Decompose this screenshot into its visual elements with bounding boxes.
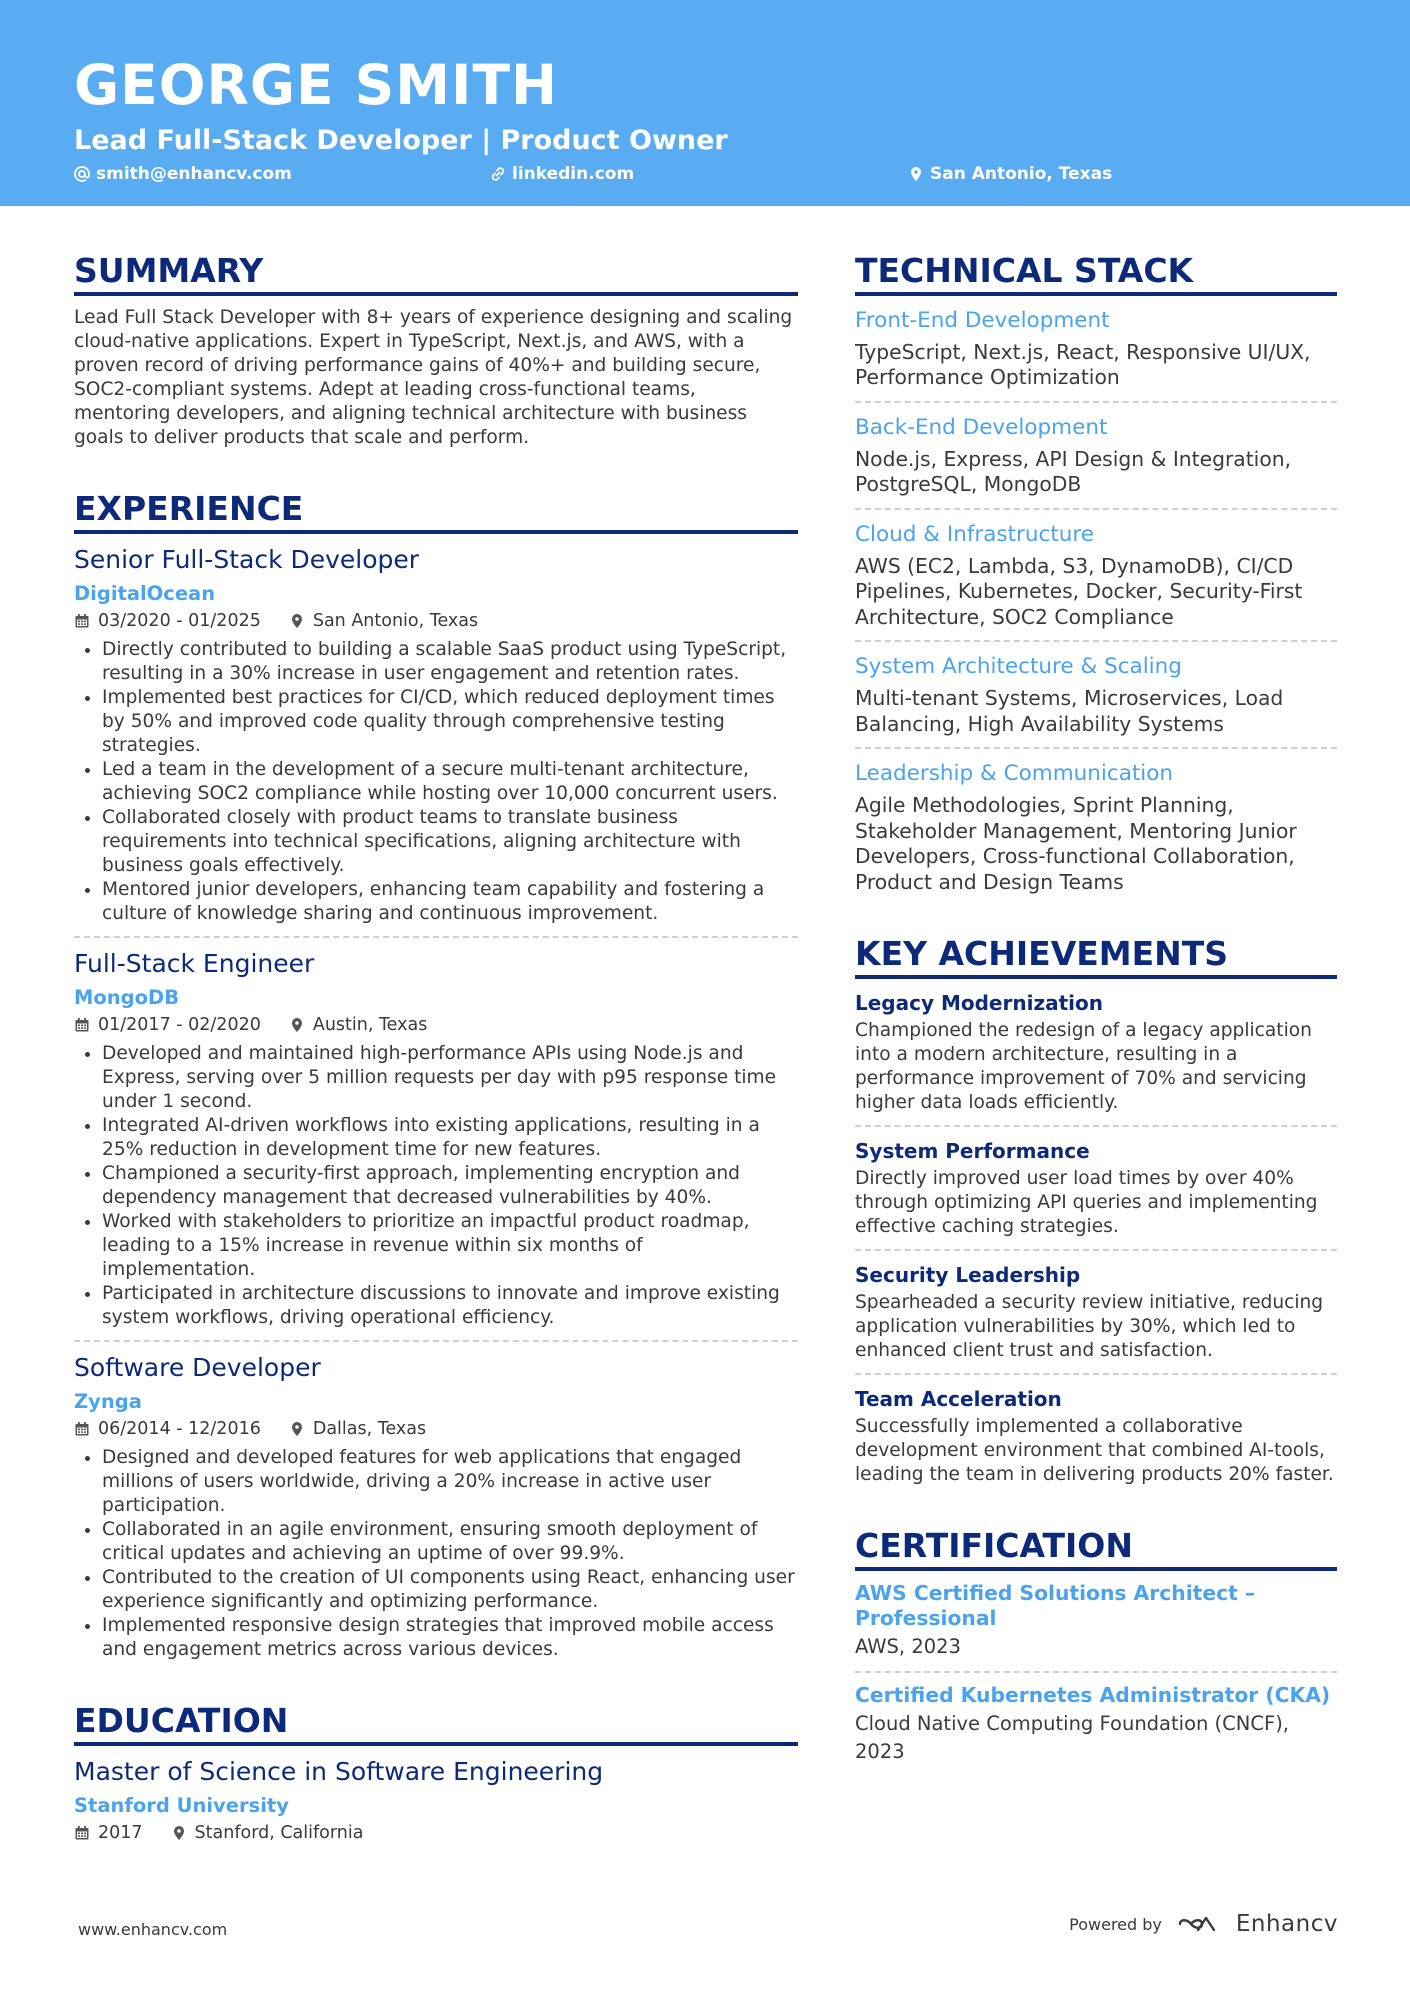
job-bullet: • Collaborated in an agile environment, ensuring smooth deployment of critical updates and achieving an uptime of over 99.9%.	[102, 1518, 798, 1566]
job-bullet: • Mentored junior developers, enhancing team capability and fostering a culture of knowledge sharing and continuous improvement.	[102, 878, 798, 926]
job-bullet: • Developed and maintained high-performance APIs using Node.js and Express, serving over 5 million requests per day with p95 response time under 1 second.	[102, 1042, 798, 1114]
stack-values: AWS (EC2, Lambda, S3, DynamoDB), CI/CD Pipelines, Kubernetes, Docker, Security-First Architecture, SOC2 Compliance	[855, 553, 1303, 629]
cert-name: Certified Kubernetes Administrator (CKA)	[855, 1683, 1331, 1708]
job-bullet: • Championed a security-first approach, implementing encryption and dependency management that decreased vulnerabilities by 40%.	[102, 1162, 798, 1210]
education-year: 2017	[98, 1822, 143, 1843]
job-title: Software Developer	[74, 1352, 321, 1382]
job-company: Zynga	[74, 1389, 142, 1413]
experience-section	[74, 490, 798, 1662]
candidate-title: Lead Full-Stack Developer | Product Owner	[74, 125, 728, 156]
divider	[855, 1125, 1337, 1127]
job-location: Austin, Texas	[312, 1014, 428, 1035]
job-title: Senior Full-Stack Developer	[74, 544, 420, 574]
achievements-heading: KEY ACHIEVEMENTS	[855, 935, 1337, 979]
stack-heading: TECHNICAL STACK	[855, 252, 1337, 296]
calendar-icon	[74, 1421, 90, 1437]
resume-header	[0, 0, 1410, 206]
job-bullet: • Designed and developed features for web applications that engaged millions of users worldwide, driving a 20% increase in active user participation.	[102, 1446, 798, 1518]
email-contact[interactable]	[74, 164, 292, 184]
job-bullet: • Collaborated closely with product teams to translate business requirements into technical specifications, aligning architecture with business goals effectively.	[102, 806, 798, 878]
job-bullet: • Contributed to the creation of UI components using React, enhancing user experience significantly and optimizing performance.	[102, 1566, 798, 1614]
job-title: Full-Stack Engineer	[74, 948, 315, 978]
cert-name: AWS Certified Solutions Architect – Professional	[855, 1581, 1256, 1631]
enhancv-brand: Enhancv	[1235, 1911, 1338, 1937]
location-text: San Antonio, Texas	[930, 164, 1113, 184]
map-pin-icon	[289, 613, 305, 629]
stack-values: Agile Methodologies, Sprint Planning, Stakeholder Management, Mentoring Junior Developers, Cross-functional Collaboration, Product and Design Teams	[855, 793, 1297, 894]
divider	[855, 1671, 1337, 1673]
calendar-icon	[74, 613, 90, 629]
job-bullet: • Integrated AI-driven workflows into existing applications, resulting in a 25% reduction in development time for new features.	[102, 1114, 798, 1162]
job-dates: 01/2017 - 02/2020	[98, 1014, 261, 1035]
divider	[855, 508, 1337, 510]
job-bullet: • Directly contributed to building a scalable SaaS product using TypeScript, resulting in a 30% increase in user engagement and retention rates.	[102, 638, 798, 686]
divider	[855, 401, 1337, 403]
achievement-title: Team Acceleration	[855, 1387, 1062, 1412]
cert-issuer: Cloud Native Computing Foundation (CNCF), 2023	[855, 1712, 1290, 1764]
email-text: smith@enhancv.com	[96, 164, 292, 184]
education-meta	[74, 1820, 798, 1846]
stack-category: System Architecture & Scaling	[855, 654, 1182, 680]
divider	[855, 640, 1337, 642]
job-entry	[74, 1352, 798, 1662]
job-company: DigitalOcean	[74, 581, 216, 605]
left-column	[74, 252, 798, 1846]
degree-title: Master of Science in Software Engineering	[74, 1756, 604, 1786]
job-bullet: • Participated in architecture discussions to innovate and improve existing system workflows, driving operational efficiency.	[102, 1282, 798, 1330]
cert-issuer: AWS, 2023	[855, 1635, 961, 1659]
stack-section	[855, 252, 1337, 895]
experience-heading: EXPERIENCE	[74, 490, 798, 534]
job-location: Dallas, Texas	[312, 1418, 427, 1439]
job-bullets	[74, 1446, 798, 1662]
education-location: Stanford, California	[194, 1822, 364, 1843]
achievements-section	[855, 935, 1337, 1487]
stack-category: Cloud & Infrastructure	[855, 521, 1094, 547]
location-contact	[908, 164, 1112, 184]
stack-values: TypeScript, Next.js, React, Responsive UI/UX, Performance Optimization	[855, 339, 1311, 390]
job-dates: 03/2020 - 01/2025	[98, 610, 261, 631]
summary-heading: SUMMARY	[74, 252, 798, 296]
map-pin-icon	[171, 1825, 187, 1841]
map-pin-icon	[289, 1017, 305, 1033]
job-bullets	[74, 1042, 798, 1330]
link-icon	[490, 166, 506, 182]
job-entry	[74, 544, 798, 926]
certification-section	[855, 1527, 1337, 1766]
achievement-title: Security Leadership	[855, 1263, 1081, 1288]
achievement-title: Legacy Modernization	[855, 991, 1103, 1016]
job-bullet: • Implemented best practices for CI/CD, which reduced deployment times by 50% and improved code quality through comprehensive testing strategies.	[102, 686, 798, 758]
stack-values: Multi-tenant Systems, Microservices, Load Balancing, High Availability Systems	[855, 686, 1284, 736]
stack-category: Back-End Development	[855, 414, 1108, 440]
divider	[74, 936, 798, 938]
footer-powered	[1069, 1911, 1338, 1937]
education-section	[74, 1702, 798, 1846]
job-bullet: • Implemented responsive design strategies that improved mobile access and engagement metrics across various devices.	[102, 1614, 798, 1662]
linkedin-text: linkedin.com	[512, 164, 635, 184]
divider	[74, 1340, 798, 1342]
certification-heading: CERTIFICATION	[855, 1527, 1337, 1571]
calendar-icon	[74, 1825, 90, 1841]
summary-section	[74, 252, 798, 450]
school-name: Stanford University	[74, 1793, 289, 1817]
at-icon	[74, 166, 90, 182]
job-meta	[74, 1012, 798, 1038]
achievement-desc: Directly improved user load times by over 40% through optimizing API queries and implementing effective caching strategies.	[855, 1168, 1318, 1238]
job-entry	[74, 948, 798, 1330]
divider	[855, 747, 1337, 749]
map-pin-icon	[289, 1421, 305, 1437]
map-pin-icon	[908, 166, 924, 182]
right-column	[855, 252, 1337, 1766]
stack-category: Leadership & Communication	[855, 761, 1174, 787]
achievement-desc: Successfully implemented a collaborative development environment that combined AI-tools, leading the team in delivering products 20% faster.	[855, 1416, 1334, 1486]
achievement-desc: Spearheaded a security review initiative, reducing application vulnerabilities by 30%, which led to enhanced client trust and satisfaction.	[855, 1292, 1324, 1362]
divider	[855, 1373, 1337, 1375]
job-meta	[74, 608, 798, 634]
job-bullets	[74, 638, 798, 926]
education-heading: EDUCATION	[74, 1702, 798, 1746]
job-dates: 06/2014 - 12/2016	[98, 1418, 261, 1439]
footer-url[interactable]: www.enhancv.com	[78, 1920, 228, 1939]
candidate-name: GEORGE SMITH	[74, 53, 559, 117]
enhancv-logo-icon	[1176, 1912, 1222, 1936]
job-location: San Antonio, Texas	[312, 610, 479, 631]
calendar-icon	[74, 1017, 90, 1033]
job-company: MongoDB	[74, 985, 180, 1009]
job-meta	[74, 1416, 798, 1442]
divider	[855, 1249, 1337, 1251]
job-bullet: • Worked with stakeholders to prioritize an impactful product roadmap, leading to a 15% increase in revenue within six months of implementation.	[102, 1210, 798, 1282]
achievement-title: System Performance	[855, 1139, 1090, 1164]
powered-by-label: Powered by	[1069, 1914, 1162, 1934]
achievement-desc: Championed the redesign of a legacy application into a modern architecture, resulting in a performance improvement of 70% and servicing higher data loads efficiently.	[855, 1020, 1312, 1114]
job-bullet: • Led a team in the development of a secure multi-tenant architecture, achieving SOC2 compliance while hosting over 10,000 concurrent users.	[102, 758, 798, 806]
stack-category: Front-End Development	[855, 307, 1110, 333]
linkedin-contact[interactable]	[490, 164, 634, 184]
summary-text: Lead Full Stack Developer with 8+ years of experience designing and scaling cloud-native applications. Expert in TypeScript, Next.js, and AWS, with a proven record of driving performance gains of 40%+ and building secure, SOC2-compliant systems. Adept at leading cross-functional teams, mentoring developers, and aligning technical architecture with business goals to deliver products that scale and perform.	[74, 306, 793, 448]
stack-values: Node.js, Express, API Design & Integration, PostgreSQL, MongoDB	[855, 446, 1292, 497]
